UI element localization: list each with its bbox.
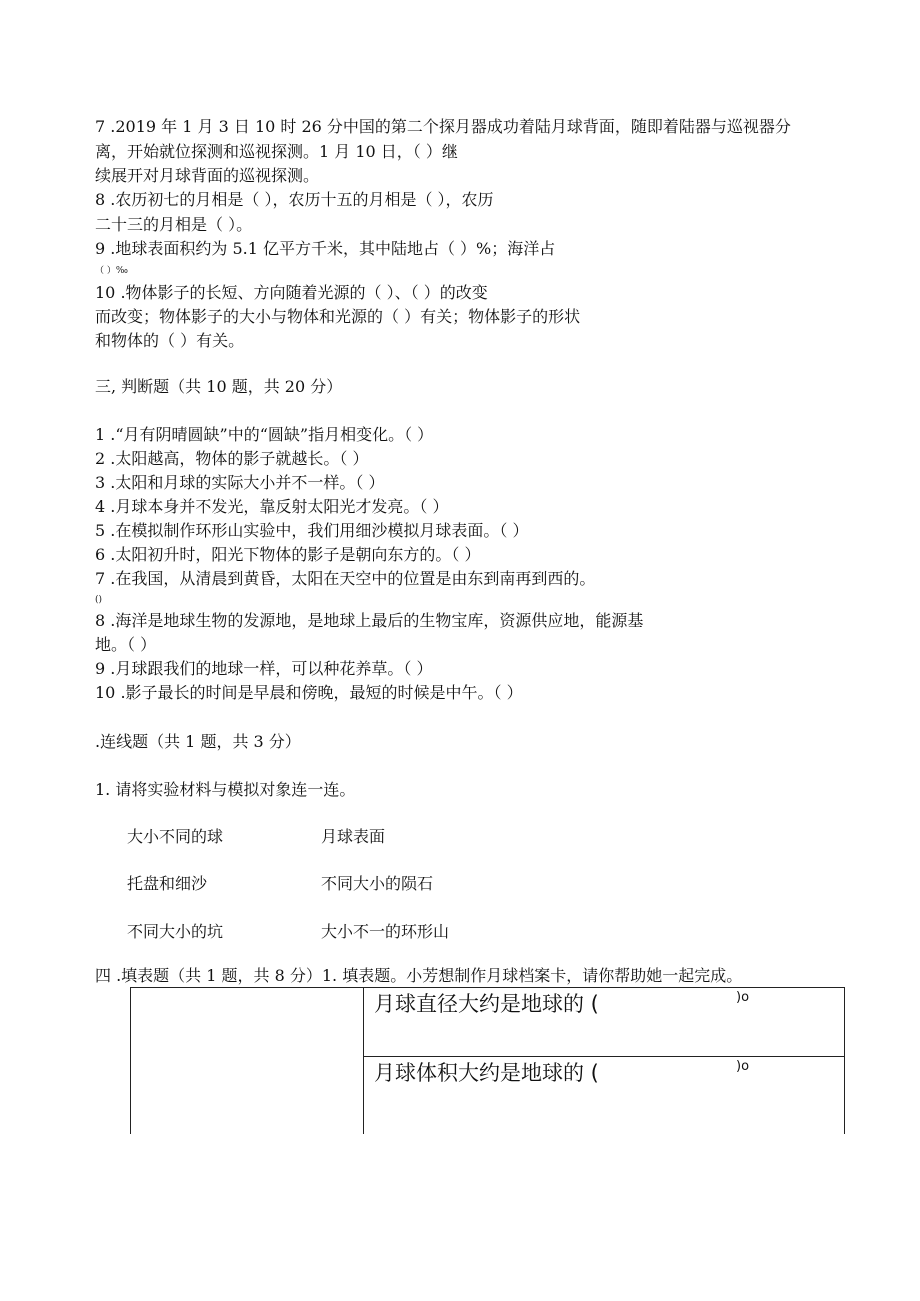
judge-item-7: 7 .在我国，从清晨到黄昏，太阳在天空中的位置是由东到南再到西的。 bbox=[95, 569, 596, 588]
q9-line2: （ ）‰ bbox=[95, 266, 128, 276]
matching-right-2: 不同大小的陨石 bbox=[321, 874, 434, 893]
q9-line1: 9 .地球表面积约为 5.1 亿平方千米，其中陆地占（ ）%；海洋占 bbox=[95, 239, 556, 258]
section4-title: 四 .填表题（共 1 题，共 8 分）1. 填表题。小芳想制作月球档案卡，请你帮助她一起完成。 bbox=[95, 966, 743, 985]
table-row-volume bbox=[364, 1057, 845, 1135]
volume-blank[interactable]: )o bbox=[736, 1059, 750, 1074]
section3-title: 三, 判断题（共 10 题，共 20 分） bbox=[95, 377, 343, 396]
judge-item-9: 9 .月球跟我们的地球一样，可以种花养草。（ ） bbox=[95, 659, 433, 678]
table-left-cell bbox=[131, 988, 364, 1135]
q7-line3: 续展开对月球背面的巡视探测。 bbox=[95, 166, 320, 185]
judge-item-10: 10 .影子最长的时间是早晨和傍晚，最短的时候是中午。（ ） bbox=[95, 683, 523, 702]
matching-left-2: 托盘和细沙 bbox=[127, 874, 208, 893]
judge-item-7-paren: () bbox=[95, 595, 103, 605]
q10-line3: 和物体的（ ）有关。 bbox=[95, 331, 245, 350]
judge-item-8: 8 .海洋是地球生物的发源地，是地球上最后的生物宝库，资源供应地，能源基 bbox=[95, 611, 644, 630]
q7-line1: 7 .2019 年 1 月 3 日 10 时 26 分中国的第二个探月器成功着陆月球背面，随即着陆器与巡视器分 bbox=[95, 117, 791, 136]
q10-line2: 而改变；物体影子的大小与物体和光源的（ ）有关；物体影子的形状 bbox=[95, 307, 581, 326]
q8-line1: 8 .农历初七的月相是（ ），农历十五的月相是（ ），农历 bbox=[95, 190, 494, 209]
judge-item-5: 5 .在模拟制作环形山实验中，我们用细沙模拟月球表面。（ ） bbox=[95, 521, 529, 540]
diameter-blank[interactable]: )o bbox=[736, 990, 750, 1005]
judge-item-3: 3 .太阳和月球的实际大小并不一样。（ ） bbox=[95, 473, 385, 492]
matching-question: 1. 请将实验材料与模拟对象连一连。 bbox=[95, 780, 356, 799]
q8-line2: 二十三的月相是（ ）。 bbox=[95, 215, 253, 234]
table-row-diameter bbox=[364, 988, 845, 1057]
matching-left-1: 大小不同的球 bbox=[127, 827, 224, 846]
q10-line1: 10 .物体影子的长短、方向随着光源的（ ）、（ ）的改变 bbox=[95, 283, 488, 302]
volume-text: 月球体积大约是地球的 ( bbox=[374, 1061, 599, 1085]
diameter-text: 月球直径大约是地球的 ( bbox=[374, 992, 599, 1016]
judge-item-6: 6 .太阳初升时，阳光下物体的影子是朝向东方的。（ ） bbox=[95, 545, 481, 564]
moon-profile-table bbox=[130, 987, 845, 1134]
q7-line2: 离，开始就位探测和巡视探测。1 月 10 日，（ ）继 bbox=[95, 142, 458, 161]
judge-item-1: 1 .“月有阴晴圆缺”中的“圆缺”指月相变化。（ ） bbox=[95, 425, 434, 444]
judge-item-4: 4 .月球本身并不发光，靠反射太阳光才发亮。（ ） bbox=[95, 497, 449, 516]
matching-right-1: 月球表面 bbox=[321, 827, 386, 846]
matching-right-3: 大小不一的环形山 bbox=[321, 922, 450, 941]
matching-left-3: 不同大小的坑 bbox=[127, 922, 224, 941]
matching-title: .连线题（共 1 题，共 3 分） bbox=[95, 732, 301, 751]
judge-item-2: 2 .太阳越高，物体的影子就越长。（ ） bbox=[95, 449, 369, 468]
judge-item-8-cont: 地。（ ） bbox=[95, 635, 157, 654]
